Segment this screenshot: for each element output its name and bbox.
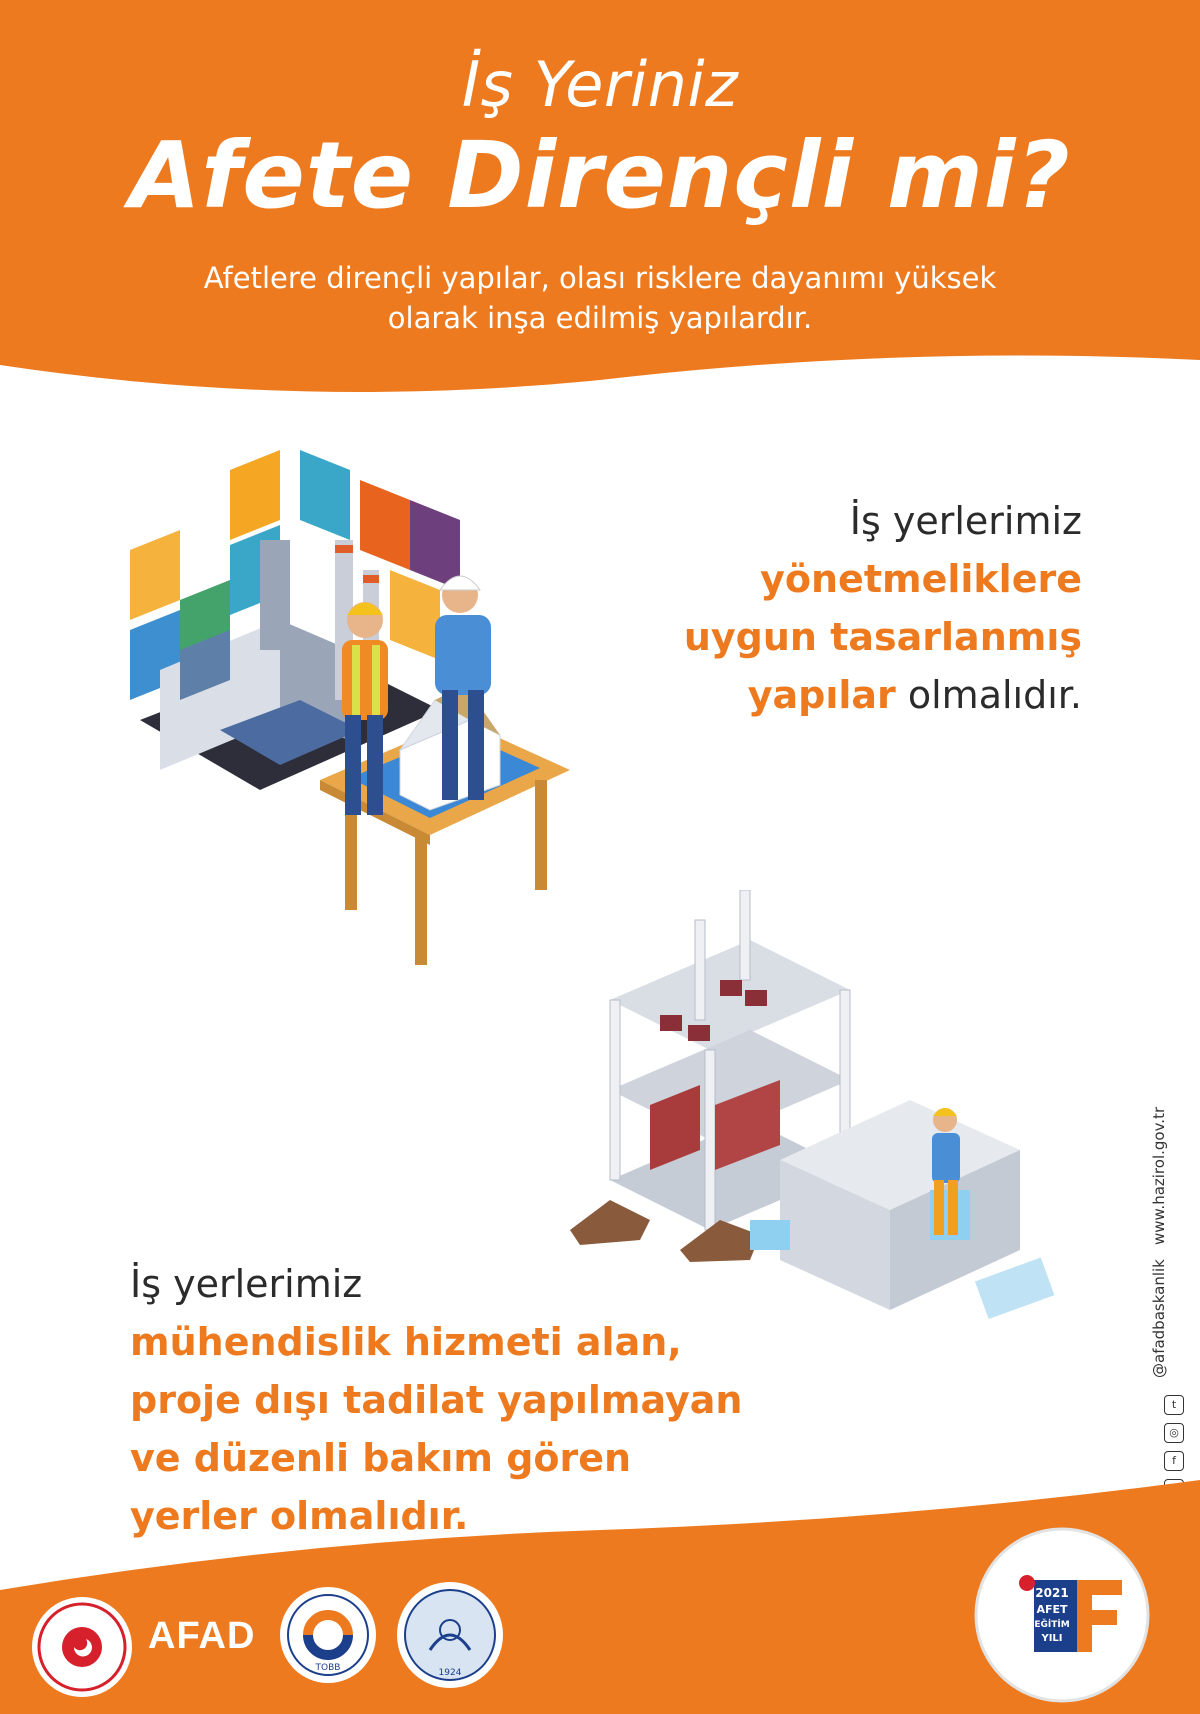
header-title-line2: Afete Dirençli mi?: [129, 122, 1071, 229]
badge-line1: AFET: [1036, 1603, 1068, 1616]
badge-line3: YILI: [1041, 1633, 1063, 1644]
badge-line2: EĞİTİM: [1034, 1620, 1070, 1630]
header-subtitle-line2: olarak inşa edilmiş yapılardır.: [387, 301, 813, 335]
tobb-logo: [278, 1585, 378, 1685]
website-link[interactable]: [1150, 1107, 1168, 1245]
header-subtitle: [0, 258, 1200, 338]
header-subtitle-line1: Afetlere dirençli yapılar, olası risklere dayanımı yüksek: [203, 261, 997, 295]
maintenance-line3: proje dışı tadilat yapılmayan: [130, 1378, 743, 1422]
regulation-line4-rest: olmalıdır.: [895, 673, 1082, 717]
social-handle-text: @afadbaskanlik: [1150, 1259, 1168, 1378]
twitter-icon[interactable]: t: [1164, 1395, 1184, 1415]
regulation-line1: İş yerlerimiz: [849, 499, 1082, 543]
chamber-of-commerce-logo: [395, 1580, 505, 1690]
interior-drywall: [750, 1100, 1054, 1319]
social-handle[interactable]: [1150, 1259, 1168, 1378]
instagram-icon[interactable]: ◎: [1164, 1423, 1184, 1443]
maintenance-line1: İş yerlerimiz: [130, 1262, 363, 1306]
afet-egitim-yili-badge: [972, 1525, 1152, 1705]
maintenance-line4: ve düzenli bakım gören: [130, 1436, 632, 1480]
government-seal-logo: [30, 1595, 134, 1699]
regulation-line2: yönetmeliklere: [760, 557, 1082, 601]
regulation-line3: uygun tasarlanmış: [683, 615, 1082, 659]
chamber-year: 1924: [438, 1668, 462, 1678]
badge-year: 2021: [1035, 1586, 1069, 1600]
dirt-pile: [570, 1200, 650, 1245]
maintenance-line5: yerler olmalıdır.: [130, 1494, 469, 1538]
website-text: www.hazirol.gov.tr: [1150, 1106, 1168, 1245]
header-title-line1: İş Yeriniz: [461, 48, 739, 121]
tobb-label: TOBB: [315, 1663, 341, 1673]
regulation-statement: [684, 492, 1082, 724]
facebook-icon[interactable]: f: [1164, 1451, 1184, 1471]
maintenance-line2: mühendislik hizmeti alan,: [130, 1320, 682, 1364]
afad-logo-text: AFAD: [148, 1615, 256, 1657]
regulation-line4: [684, 666, 1082, 724]
regulation-line4-highlight: yapılar: [747, 673, 896, 717]
